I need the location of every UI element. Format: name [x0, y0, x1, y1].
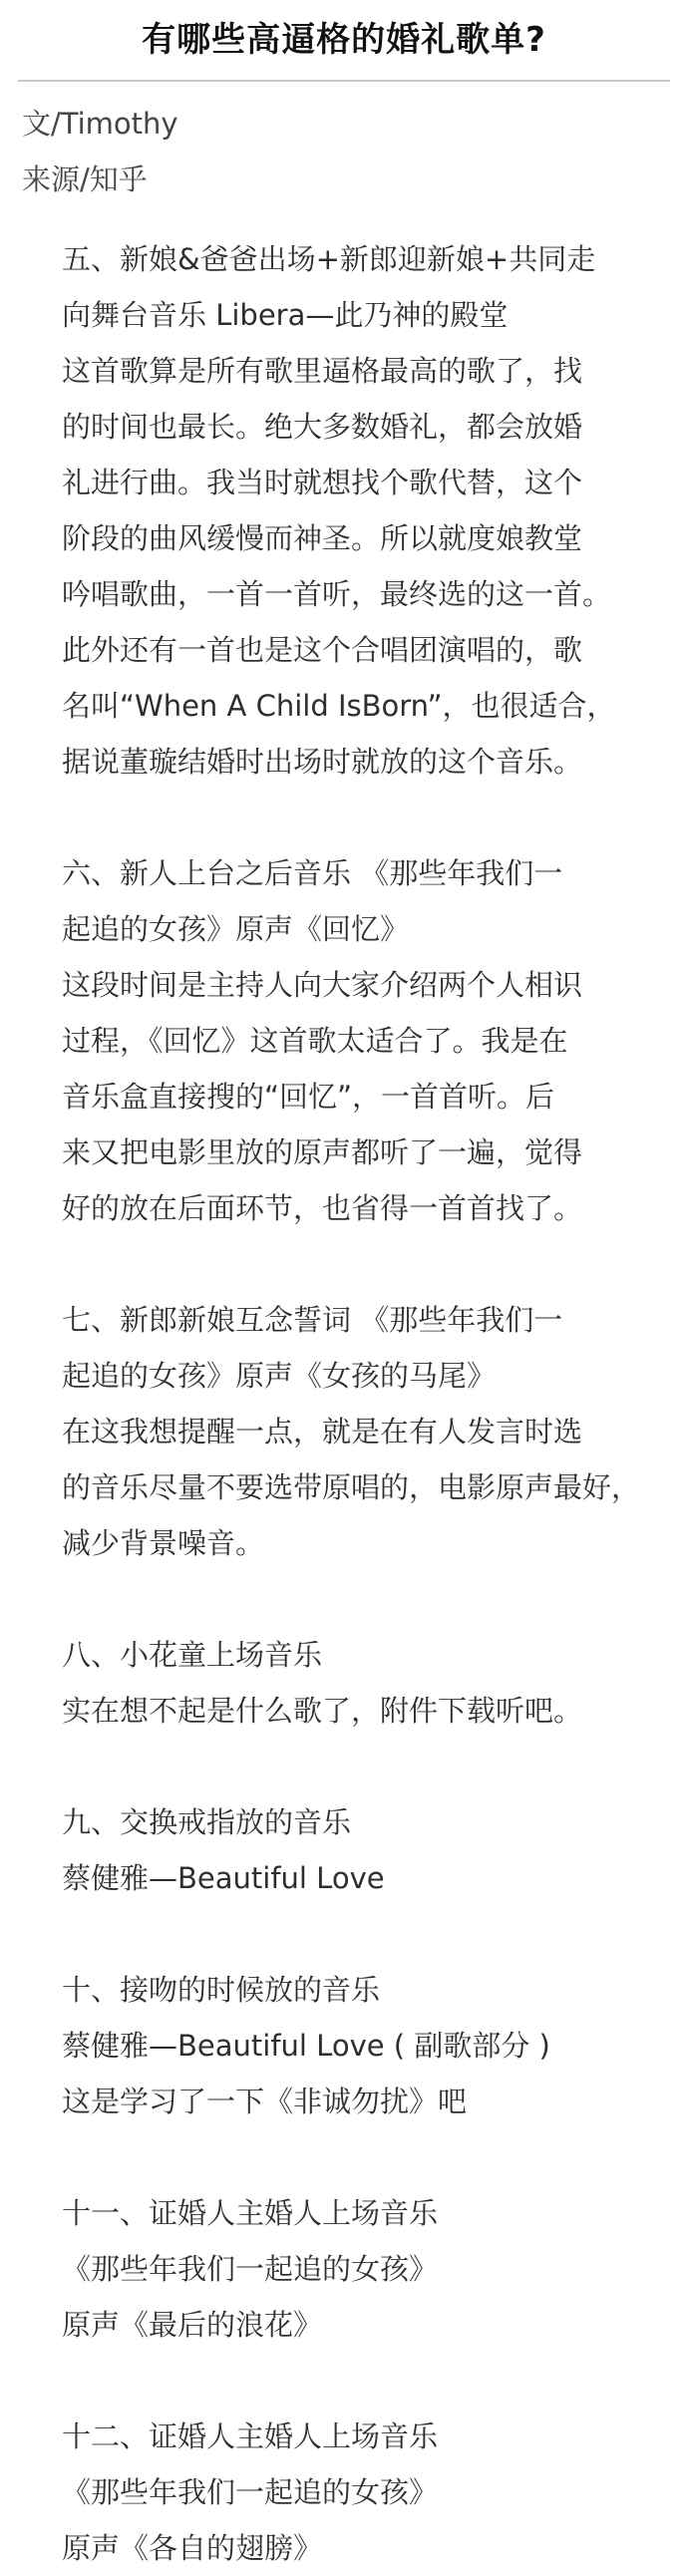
section-gap — [62, 1739, 686, 1794]
section-6-text-line: 来又把电影里放的原声都听了一遍，觉得 — [62, 1135, 583, 1169]
section-9-song: 蔡健雅—Beautiful Love — [62, 1861, 385, 1895]
section-11-film: 《那些年我们一起追的女孩》 — [62, 2252, 439, 2286]
section-9 — [62, 1794, 686, 1906]
section-gap — [62, 1906, 686, 1962]
section-7-text-line: 在这我想提醒一点，就是在有人发言时选 — [62, 1415, 583, 1449]
section-gap — [62, 790, 686, 845]
section-5-text-line: 据说董璇结婚时出场时就放的这个音乐。 — [62, 745, 583, 779]
section-12-song: 原声《各自的翅膀》 — [62, 2531, 323, 2565]
section-5-heading-line-2: 向舞台音乐 Libera—此乃神的殿堂 — [62, 298, 509, 332]
section-6-text-line: 过程，《回忆》这首歌太适合了。我是在 — [62, 1024, 568, 1058]
page-title: 有哪些高逼格的婚礼歌单? — [142, 20, 546, 60]
section-6-text-line: 好的放在后面环节，也省得一首首找了。 — [62, 1191, 583, 1225]
section-5-text-line: 名叫“When A Child IsBorn”，也很适合， — [62, 689, 616, 723]
section-5-text-line: 此外还有一首也是这个合唱团演唱的，歌 — [62, 633, 583, 667]
section-5-text-line: 这首歌算是所有歌里逼格最高的歌了，找 — [62, 354, 583, 388]
source-line: 来源/知乎 — [22, 162, 148, 196]
section-7-heading-line-2: 起追的女孩》原声《女孩的马尾》 — [62, 1359, 497, 1393]
section-11 — [62, 2185, 686, 2353]
section-5-text-line: 礼进行曲。我当时就想找个歌代替，这个 — [62, 466, 583, 499]
title-divider — [18, 80, 670, 82]
section-6-text-line: 音乐盒直接搜的“回忆”，一首首听。后 — [62, 1080, 555, 1114]
section-5-heading-line-1: 五、新娘&爸爸出场+新郎迎新娘+共同走 — [62, 242, 596, 276]
article-meta — [22, 96, 178, 207]
section-5-text-line: 阶段的曲风缓慢而神圣。所以就度娘教堂 — [62, 521, 583, 555]
section-8-text-line: 实在想不起是什么歌了，附件下载听吧。 — [62, 1694, 583, 1728]
section-10-text-line: 这是学习了一下《非诚勿扰》吧 — [62, 2085, 468, 2118]
section-12-heading: 十二、证婚人主婚人上场音乐 — [62, 2419, 439, 2453]
section-6 — [62, 845, 686, 1236]
section-6-heading-line-2: 起追的女孩》原声《回忆》 — [62, 912, 410, 946]
article-body — [62, 231, 686, 2576]
author-line: 文/Timothy — [22, 107, 178, 141]
section-gap — [62, 1236, 686, 1292]
section-7-text-line: 的音乐尽量不要选带原唱的，电影原声最好， — [62, 1470, 641, 1504]
section-7-heading-line-1: 七、新郎新娘互念誓词 《那些年我们一 — [62, 1303, 563, 1337]
section-5 — [62, 231, 686, 790]
section-10 — [62, 1962, 686, 2129]
section-10-heading: 十、接吻的时候放的音乐 — [62, 1973, 381, 2007]
section-6-heading-line-1: 六、新人上台之后音乐 《那些年我们一 — [62, 856, 563, 890]
section-5-text-line: 的时间也最长。绝大多数婚礼，都会放婚 — [62, 410, 583, 444]
section-5-text-line: 吟唱歌曲，一首一首听，最终选的这一首。 — [62, 577, 612, 611]
section-11-heading: 十一、证婚人主婚人上场音乐 — [62, 2196, 439, 2230]
section-7-text-line: 减少背景噪音。 — [62, 1526, 265, 1560]
section-12-film: 《那些年我们一起追的女孩》 — [62, 2475, 439, 2509]
section-9-heading: 九、交换戒指放的音乐 — [62, 1805, 352, 1839]
section-7 — [62, 1292, 686, 1571]
section-gap — [62, 2129, 686, 2185]
section-12 — [62, 2409, 686, 2576]
section-gap — [62, 1571, 686, 1627]
section-8-heading: 八、小花童上场音乐 — [62, 1638, 323, 1672]
section-gap — [62, 2353, 686, 2409]
section-8 — [62, 1627, 686, 1739]
section-6-text-line: 这段时间是主持人向大家介绍两个人相识 — [62, 968, 583, 1002]
section-10-song: 蔡健雅—Beautiful Love ( 副歌部分 ) — [62, 2029, 550, 2063]
section-11-song: 原声《最后的浪花》 — [62, 2308, 323, 2342]
